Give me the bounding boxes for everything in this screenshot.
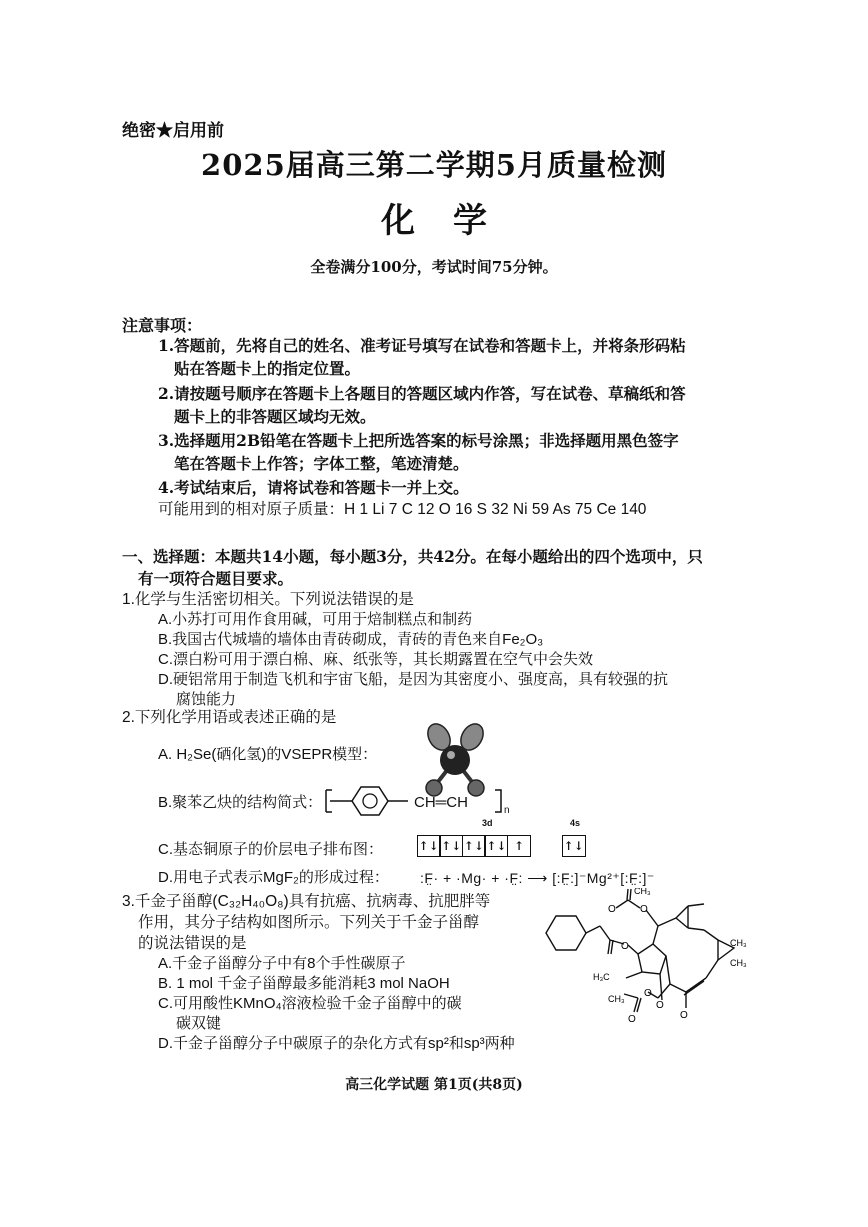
orbital-box: ↑↓ xyxy=(417,835,441,857)
option-a: A.小苏打可用作食用碱，可用于焙制糕点和制药 xyxy=(158,611,473,628)
orbital-label-3d: 3d xyxy=(482,818,493,828)
atomic-masses: 可能用到的相对原子质量：H 1 Li 7 C 12 O 16 S 32 Ni 59 As 75 Ce 140 xyxy=(158,501,647,518)
exam-title: 2025届高三第二学期5月质量检测 xyxy=(201,148,667,182)
score-note: 全卷满分100分，考试时间75分钟。 xyxy=(310,258,558,276)
option-b: B. 1 mol 千金子甾醇最多能消耗3 mol NaOH xyxy=(158,975,450,992)
atom-o: O xyxy=(656,1000,664,1011)
question-2-stem: 2.下列化学用语或表述正确的是 xyxy=(122,709,337,726)
option-d-cont: 腐蚀能力 xyxy=(176,691,237,708)
polymer-n: n xyxy=(504,805,510,816)
option-c-cont: 碳双键 xyxy=(176,1015,222,1032)
section-line: 一、选择题：本题共14小题，每小题3分，共42分。在每小题给出的四个选项中，只 xyxy=(122,547,703,566)
orbital-box: ↑↓ xyxy=(562,835,586,857)
atom-o: O xyxy=(640,904,648,915)
secret-mark: 绝密★启用前 xyxy=(122,121,224,141)
notice-heading: 注意事项： xyxy=(122,316,203,335)
option-d: D.千金子甾醇分子中碳原子的杂化方式有sp²和sp³两种 xyxy=(158,1035,515,1052)
methyl-label: CH₃ xyxy=(730,938,747,948)
polymer-chain: CH═CH xyxy=(414,794,468,811)
option-d: D.硬铝常用于制造飞机和宇宙飞船，是因为其密度小、强度高，具有较强的抗 xyxy=(158,671,669,688)
option-b: B.我国古代城墙的墙体由青砖砌成，青砖的青色来自Fe₂O₃ xyxy=(158,631,544,648)
notice-item: 2.请按题号顺序在答题卡上各题目的答题区域内作答，写在试卷、草稿纸和答 xyxy=(158,384,686,403)
question-3-stem: 作用，其分子结构如图所示。下列关于千金子甾醇 xyxy=(138,914,480,931)
subject-title: 化学 xyxy=(381,201,525,241)
notice-item: 笔在答题卡上作答；字体工整，笔迹清楚。 xyxy=(174,454,469,473)
option-a: A.千金子甾醇分子中有8个手性碳原子 xyxy=(158,955,406,972)
atom-o: O xyxy=(644,988,652,999)
atom-o: O xyxy=(628,1014,636,1025)
methyl-label: CH₃ xyxy=(730,958,747,968)
molecule-structure-image xyxy=(538,888,760,1028)
notice-item: 1.答题前，先将自己的姓名、准考证号填写在试卷和答题卡上，并将条形码粘 xyxy=(158,336,686,355)
bracket-right xyxy=(492,786,504,816)
orbital-box: ↑ xyxy=(507,835,531,857)
notice-item: 贴在答题卡上的指定位置。 xyxy=(174,359,361,378)
atom-o: O xyxy=(608,904,616,915)
orbital-3d-boxes xyxy=(418,835,531,857)
option-a: A. H₂Se(硒化氢)的VSEPR模型： xyxy=(158,746,378,763)
mgf2-electron-formula: :F̤· + ·Mg· + ·F̤: ⟶ [:F̤:]⁻Mg²⁺[:F̤:]⁻ xyxy=(420,870,655,886)
methyl-label: CH₃ xyxy=(634,888,651,896)
benzene-ring-structure xyxy=(322,784,412,820)
atom-o: O xyxy=(621,941,629,952)
atom-o: O xyxy=(680,1010,688,1021)
orbital-4s-boxes xyxy=(563,835,586,857)
orbital-box: ↑↓ xyxy=(462,835,486,857)
option-b: B.聚苯乙炔的结构简式： xyxy=(158,794,323,811)
orbital-label-4s: 4s xyxy=(570,818,581,828)
question-1-stem: 1.化学与生活密切相关。下列说法错误的是 xyxy=(122,591,414,608)
orbital-box: ↑↓ xyxy=(439,835,463,857)
methyl-label: H₃C xyxy=(593,972,610,982)
question-3-stem: 3.千金子甾醇(C₃₂H₄₀O₈)具有抗癌、抗病毒、抗肥胖等 xyxy=(122,893,491,910)
question-3-stem: 的说法错误的是 xyxy=(138,935,247,952)
page-footer: 高三化学试题 第1页(共8页) xyxy=(345,1077,523,1093)
option-c: C.漂白粉可用于漂白棉、麻、纸张等，其长期露置在空气中会失效 xyxy=(158,651,594,668)
notice-item: 4.考试结束后，请将试卷和答题卡一并上交。 xyxy=(158,478,469,497)
orbital-box: ↑↓ xyxy=(484,835,508,857)
section-line: 有一项符合题目要求。 xyxy=(138,569,294,588)
option-c: C.可用酸性KMnO₄溶液检验千金子甾醇中的碳 xyxy=(158,995,462,1012)
option-d: D.用电子式表示MgF₂的形成过程： xyxy=(158,869,389,886)
section-heading xyxy=(122,546,762,590)
notice-item: 题卡上的非答题区域均无效。 xyxy=(174,407,376,426)
notice-item: 3.选择题用2B铅笔在答题卡上把所选答案的标号涂黑；非选择题用黑色签字 xyxy=(158,431,679,450)
option-c: C.基态铜原子的价层电子排布图： xyxy=(158,841,384,858)
methyl-label: CH₃ xyxy=(608,994,625,1004)
